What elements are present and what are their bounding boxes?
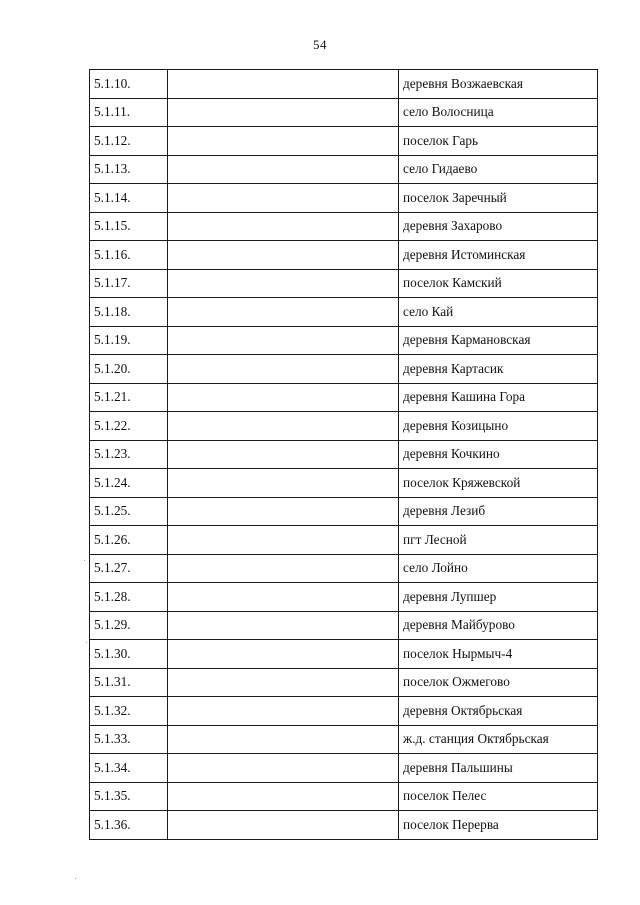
row-number: 5.1.22. xyxy=(90,412,168,441)
table-row xyxy=(90,412,598,441)
empty-cell xyxy=(168,754,399,783)
table-row xyxy=(90,526,598,555)
settlement-name: деревня Кочкино xyxy=(399,440,598,469)
row-number: 5.1.21. xyxy=(90,383,168,412)
table-row xyxy=(90,811,598,840)
settlement-name: село Кай xyxy=(399,298,598,327)
settlement-name: деревня Кармановская xyxy=(399,326,598,355)
empty-cell xyxy=(168,98,399,127)
table-row xyxy=(90,725,598,754)
empty-cell xyxy=(168,212,399,241)
settlement-name: село Волосница xyxy=(399,98,598,127)
table-row xyxy=(90,298,598,327)
settlement-name: поселок Нырмыч-4 xyxy=(399,640,598,669)
empty-cell xyxy=(168,155,399,184)
row-number: 5.1.20. xyxy=(90,355,168,384)
row-number: 5.1.23. xyxy=(90,440,168,469)
row-number: 5.1.13. xyxy=(90,155,168,184)
row-number: 5.1.26. xyxy=(90,526,168,555)
empty-cell xyxy=(168,811,399,840)
table-row xyxy=(90,611,598,640)
scan-speck xyxy=(84,560,85,561)
settlement-name: деревня Истоминская xyxy=(399,241,598,270)
empty-cell xyxy=(168,583,399,612)
scan-speck xyxy=(86,642,87,643)
empty-cell xyxy=(168,355,399,384)
table-row xyxy=(90,70,598,99)
table-row xyxy=(90,754,598,783)
empty-cell xyxy=(168,697,399,726)
settlement-name: ж.д. станция Октябрьская xyxy=(399,725,598,754)
table-row xyxy=(90,640,598,669)
empty-cell xyxy=(168,326,399,355)
row-number: 5.1.16. xyxy=(90,241,168,270)
settlement-name: деревня Козицыно xyxy=(399,412,598,441)
scan-speck xyxy=(75,878,76,879)
table-row xyxy=(90,583,598,612)
settlement-name: село Гидаево xyxy=(399,155,598,184)
empty-cell xyxy=(168,640,399,669)
table-row xyxy=(90,98,598,127)
table-row xyxy=(90,668,598,697)
settlement-name: деревня Кашина Гора xyxy=(399,383,598,412)
row-number: 5.1.31. xyxy=(90,668,168,697)
table-row xyxy=(90,212,598,241)
table-row xyxy=(90,782,598,811)
settlement-name: поселок Пелес xyxy=(399,782,598,811)
settlement-name: поселок Кряжевской xyxy=(399,469,598,498)
row-number: 5.1.24. xyxy=(90,469,168,498)
settlement-name: деревня Захарово xyxy=(399,212,598,241)
settlement-name: деревня Октябрьская xyxy=(399,697,598,726)
settlement-name: пгт Лесной xyxy=(399,526,598,555)
empty-cell xyxy=(168,298,399,327)
row-number: 5.1.29. xyxy=(90,611,168,640)
settlement-name: село Лойно xyxy=(399,554,598,583)
settlement-name: деревня Пальшины xyxy=(399,754,598,783)
row-number: 5.1.36. xyxy=(90,811,168,840)
settlements-table-body xyxy=(90,70,598,840)
empty-cell xyxy=(168,412,399,441)
row-number: 5.1.11. xyxy=(90,98,168,127)
row-number: 5.1.15. xyxy=(90,212,168,241)
settlement-name: деревня Майбурово xyxy=(399,611,598,640)
empty-cell xyxy=(168,725,399,754)
row-number: 5.1.25. xyxy=(90,497,168,526)
settlement-name: поселок Камский xyxy=(399,269,598,298)
settlement-name: деревня Лезиб xyxy=(399,497,598,526)
settlement-name: поселок Заречный xyxy=(399,184,598,213)
empty-cell xyxy=(168,526,399,555)
row-number: 5.1.10. xyxy=(90,70,168,99)
table-row xyxy=(90,355,598,384)
row-number: 5.1.28. xyxy=(90,583,168,612)
row-number: 5.1.35. xyxy=(90,782,168,811)
empty-cell xyxy=(168,497,399,526)
row-number: 5.1.18. xyxy=(90,298,168,327)
table-row xyxy=(90,326,598,355)
row-number: 5.1.34. xyxy=(90,754,168,783)
table-row xyxy=(90,697,598,726)
empty-cell xyxy=(168,554,399,583)
settlement-name: деревня Лупшер xyxy=(399,583,598,612)
settlement-name: деревня Картасик xyxy=(399,355,598,384)
table-row xyxy=(90,554,598,583)
row-number: 5.1.12. xyxy=(90,127,168,156)
table-row xyxy=(90,440,598,469)
empty-cell xyxy=(168,469,399,498)
settlement-name: поселок Гарь xyxy=(399,127,598,156)
table-row xyxy=(90,241,598,270)
row-number: 5.1.32. xyxy=(90,697,168,726)
row-number: 5.1.30. xyxy=(90,640,168,669)
table-row xyxy=(90,184,598,213)
table-row xyxy=(90,383,598,412)
row-number: 5.1.17. xyxy=(90,269,168,298)
empty-cell xyxy=(168,241,399,270)
table-row xyxy=(90,269,598,298)
empty-cell xyxy=(168,611,399,640)
empty-cell xyxy=(168,127,399,156)
row-number: 5.1.33. xyxy=(90,725,168,754)
row-number: 5.1.14. xyxy=(90,184,168,213)
page-number: 54 xyxy=(313,37,327,52)
settlements-table xyxy=(89,69,598,840)
settlement-name: поселок Ожмегово xyxy=(399,668,598,697)
empty-cell xyxy=(168,440,399,469)
empty-cell xyxy=(168,782,399,811)
settlement-name: деревня Возжаевская xyxy=(399,70,598,99)
table-row xyxy=(90,155,598,184)
settlement-name: поселок Перерва xyxy=(399,811,598,840)
table-row xyxy=(90,469,598,498)
empty-cell xyxy=(168,70,399,99)
empty-cell xyxy=(168,184,399,213)
row-number: 5.1.27. xyxy=(90,554,168,583)
row-number: 5.1.19. xyxy=(90,326,168,355)
empty-cell xyxy=(168,269,399,298)
empty-cell xyxy=(168,383,399,412)
empty-cell xyxy=(168,668,399,697)
table-row xyxy=(90,497,598,526)
table-row xyxy=(90,127,598,156)
